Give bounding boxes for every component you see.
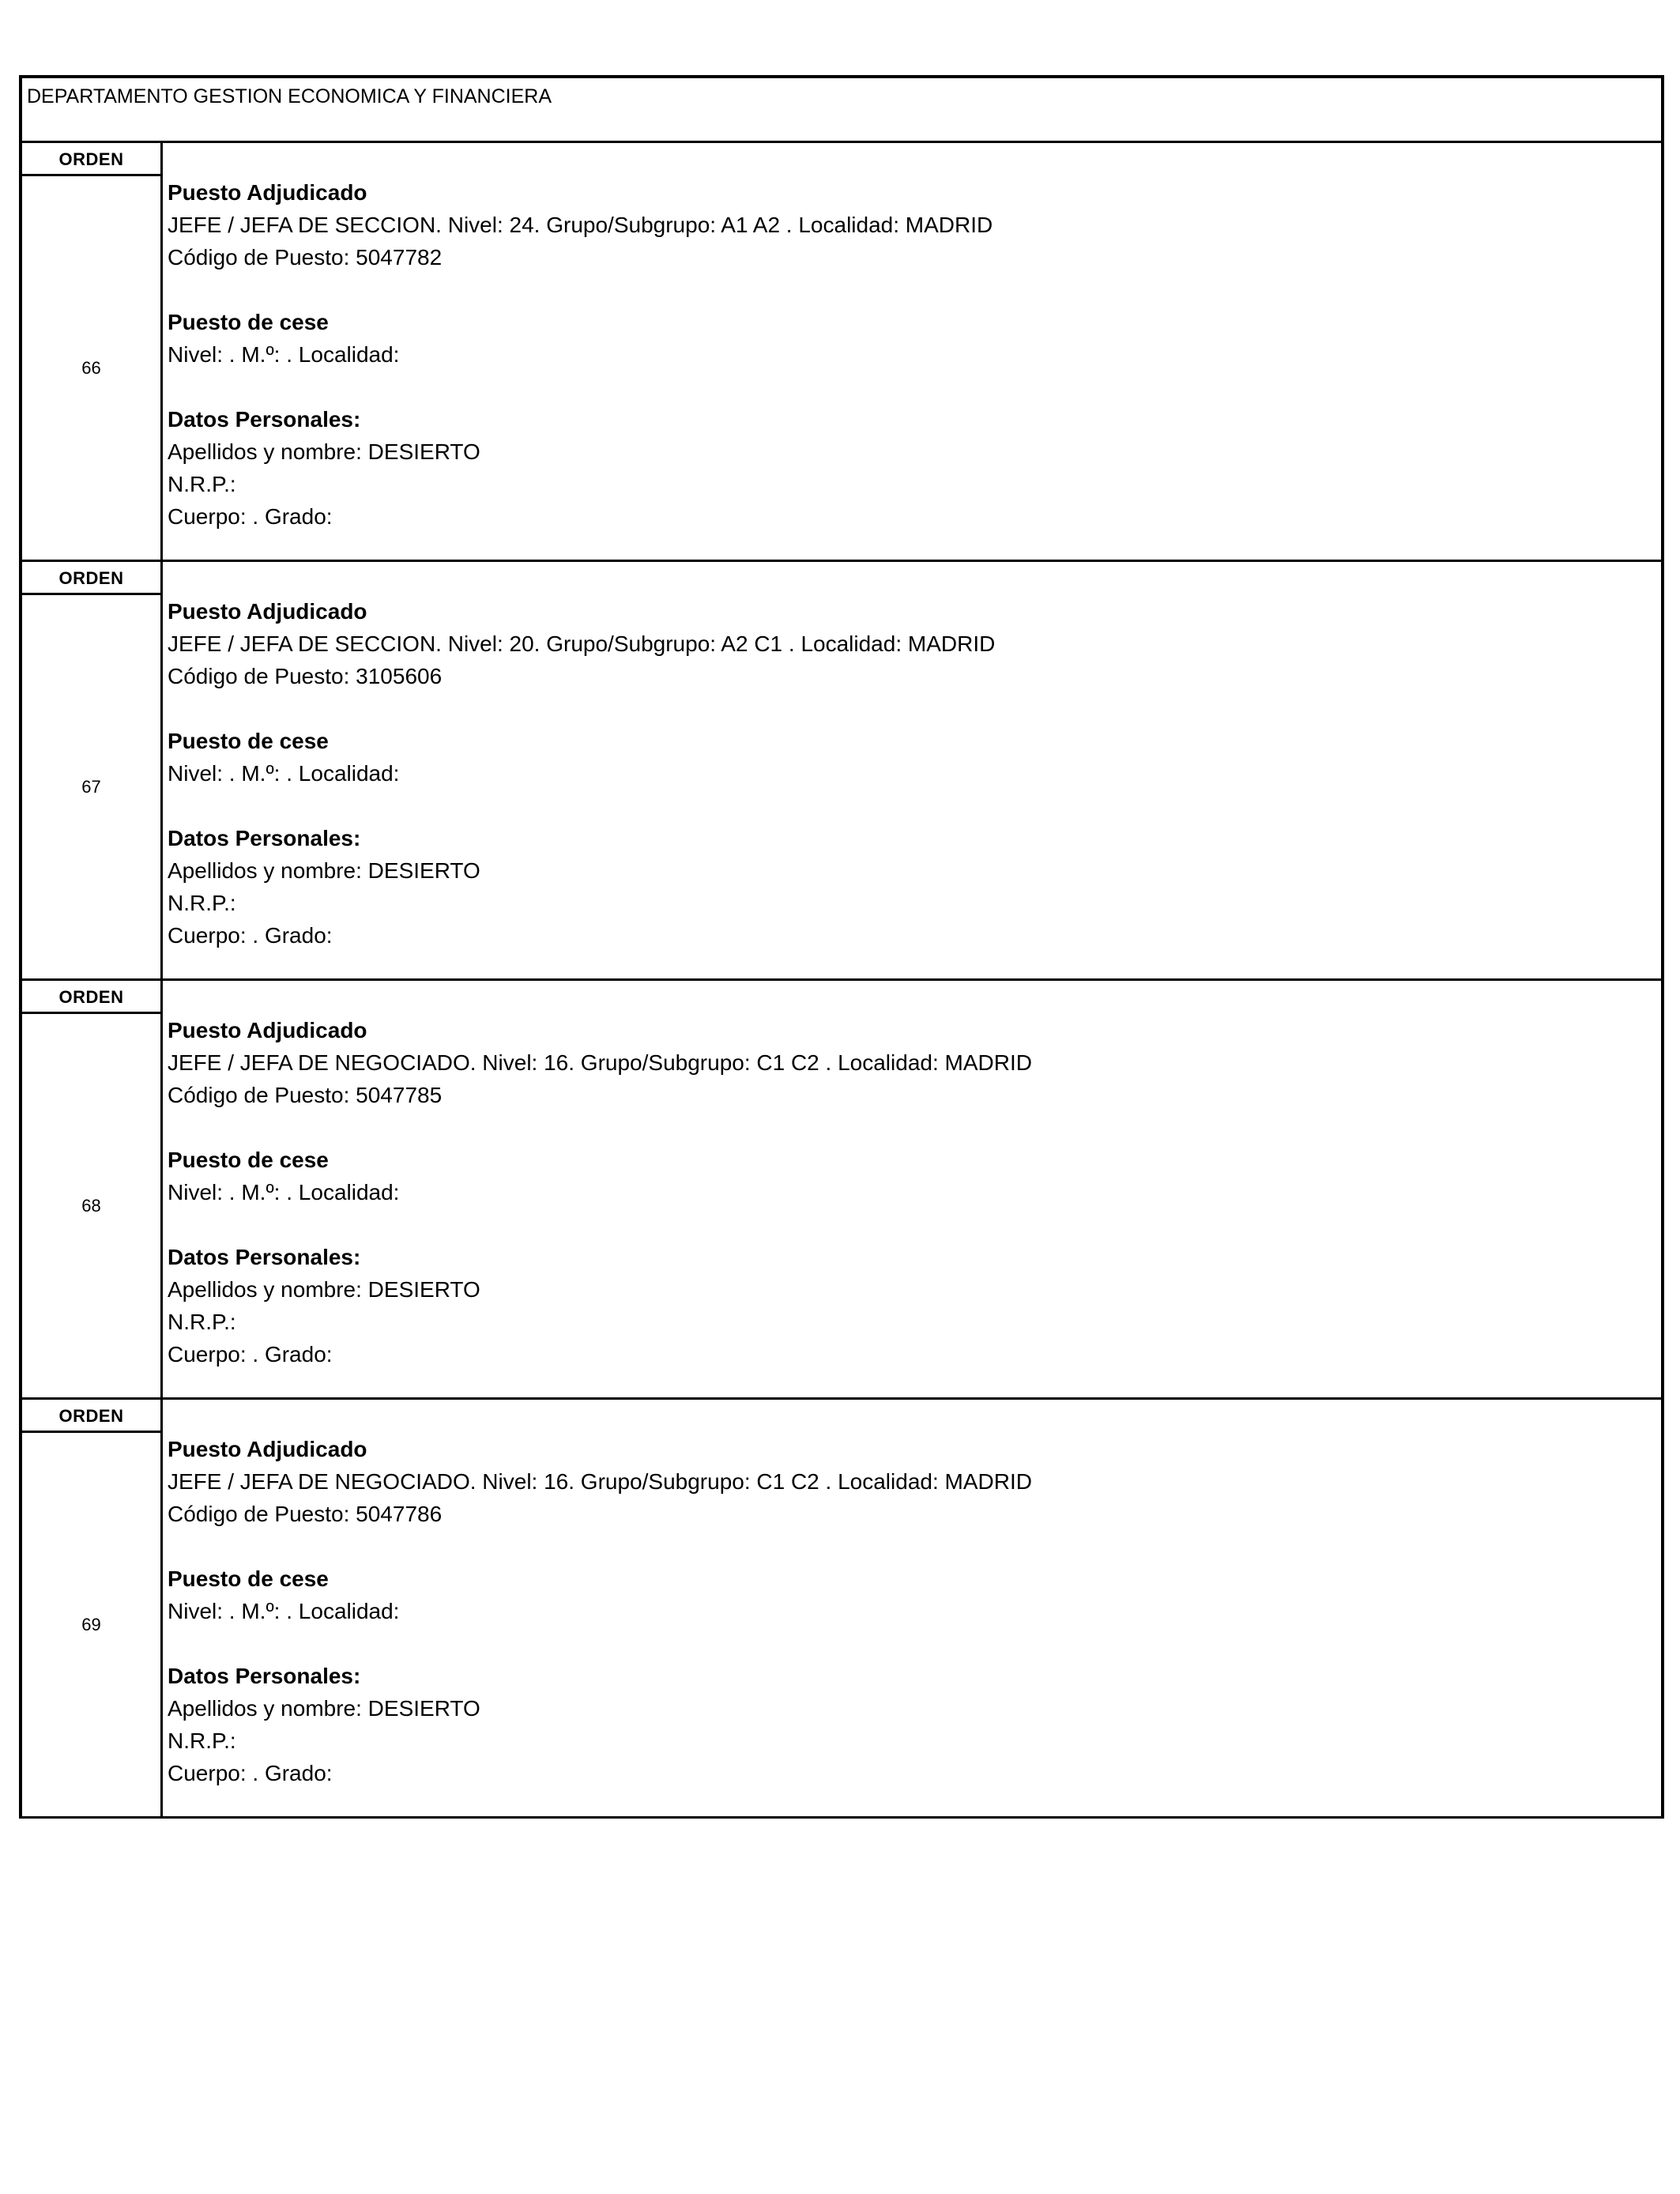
orden-column — [22, 562, 163, 978]
orden-label: ORDEN — [22, 981, 160, 1014]
puesto-adjudicado-description: JEFE / JEFA DE NEGOCIADO. Nivel: 16. Grupo/Subgrupo: C1 C2 . Localidad: MADRID — [168, 1469, 1032, 1494]
orden-label: ORDEN — [22, 1400, 160, 1433]
resolution-table — [19, 75, 1664, 1819]
puesto-cese-details: Nivel: . M.º: . Localidad: — [168, 1180, 400, 1204]
nrp: N.R.P.: — [168, 891, 236, 915]
puesto-cese-heading: Puesto de cese — [168, 729, 329, 753]
codigo-puesto: Código de Puesto: 5047785 — [168, 1083, 443, 1107]
apellidos-nombre: Apellidos y nombre: DESIERTO — [168, 858, 480, 883]
apellidos-nombre: Apellidos y nombre: DESIERTO — [168, 1696, 480, 1721]
puesto-adjudicado-heading: Puesto Adjudicado — [168, 599, 367, 624]
puesto-adjudicado-heading: Puesto Adjudicado — [168, 180, 367, 205]
entry-details — [163, 143, 1661, 560]
spacer — [168, 1208, 1661, 1241]
entry-row — [22, 981, 1661, 1400]
entry-row — [22, 143, 1661, 562]
datos-personales-heading: Datos Personales: — [168, 1245, 361, 1269]
puesto-adjudicado-description: JEFE / JEFA DE SECCION. Nivel: 24. Grupo/Subgrupo: A1 A2 . Localidad: MADRID — [168, 213, 993, 237]
orden-number: 67 — [81, 776, 101, 797]
puesto-cese-details: Nivel: . M.º: . Localidad: — [168, 761, 400, 786]
puesto-cese-heading: Puesto de cese — [168, 310, 329, 334]
spacer — [168, 371, 1661, 403]
entry-details — [163, 562, 1661, 978]
orden-number: 69 — [81, 1614, 101, 1634]
cuerpo-grado: Cuerpo: . Grado: — [168, 1342, 333, 1367]
orden-column — [22, 1400, 163, 1816]
codigo-puesto: Código de Puesto: 5047782 — [168, 245, 443, 270]
orden-number: 66 — [81, 357, 101, 378]
entry-details — [163, 981, 1661, 1397]
cuerpo-grado: Cuerpo: . Grado: — [168, 504, 333, 529]
spacer — [168, 1627, 1661, 1660]
apellidos-nombre: Apellidos y nombre: DESIERTO — [168, 1277, 480, 1302]
nrp: N.R.P.: — [168, 1728, 236, 1753]
spacer — [168, 790, 1661, 822]
nrp: N.R.P.: — [168, 472, 236, 496]
department-header: DEPARTAMENTO GESTION ECONOMICA Y FINANCIERA — [22, 78, 1661, 143]
codigo-puesto: Código de Puesto: 5047786 — [168, 1502, 443, 1526]
spacer — [168, 1111, 1661, 1144]
puesto-adjudicado-description: JEFE / JEFA DE SECCION. Nivel: 20. Grupo/Subgrupo: A2 C1 . Localidad: MADRID — [168, 631, 996, 656]
cuerpo-grado: Cuerpo: . Grado: — [168, 923, 333, 948]
orden-column — [22, 981, 163, 1397]
cuerpo-grado: Cuerpo: . Grado: — [168, 1761, 333, 1785]
spacer — [168, 692, 1661, 725]
puesto-cese-heading: Puesto de cese — [168, 1148, 329, 1172]
puesto-adjudicado-description: JEFE / JEFA DE NEGOCIADO. Nivel: 16. Grupo/Subgrupo: C1 C2 . Localidad: MADRID — [168, 1050, 1032, 1075]
puesto-adjudicado-heading: Puesto Adjudicado — [168, 1018, 367, 1042]
entry-row — [22, 1400, 1661, 1819]
puesto-cese-details: Nivel: . M.º: . Localidad: — [168, 342, 400, 367]
orden-column — [22, 143, 163, 560]
entry-details — [163, 1400, 1661, 1816]
orden-number: 68 — [81, 1195, 101, 1216]
orden-label: ORDEN — [22, 143, 160, 176]
datos-personales-heading: Datos Personales: — [168, 407, 361, 432]
nrp: N.R.P.: — [168, 1310, 236, 1334]
puesto-cese-details: Nivel: . M.º: . Localidad: — [168, 1599, 400, 1623]
puesto-adjudicado-heading: Puesto Adjudicado — [168, 1437, 367, 1461]
datos-personales-heading: Datos Personales: — [168, 1664, 361, 1688]
entry-row — [22, 562, 1661, 981]
apellidos-nombre: Apellidos y nombre: DESIERTO — [168, 439, 480, 464]
spacer — [168, 273, 1661, 306]
codigo-puesto: Código de Puesto: 3105606 — [168, 664, 443, 688]
datos-personales-heading: Datos Personales: — [168, 826, 361, 850]
spacer — [168, 1530, 1661, 1563]
orden-label: ORDEN — [22, 562, 160, 595]
puesto-cese-heading: Puesto de cese — [168, 1566, 329, 1591]
